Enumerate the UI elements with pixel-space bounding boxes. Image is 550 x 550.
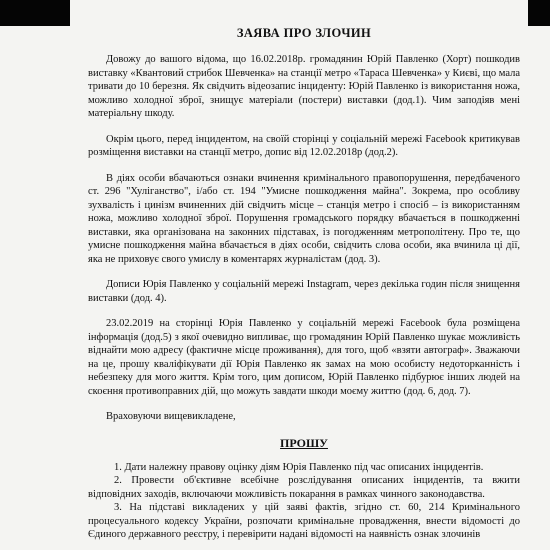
request-item: 3. На підставі викладених у цій заяві фактів, згідно ст. 60, 214 Кримінального процесуального кодексу України, розпочати кримінальне провадження, внести відомості до Єдиного державного реєстру, і перевірити надані відомості на наявність ознак злочинів xyxy=(88,502,520,540)
document-title: ЗАЯВА ПРО ЗЛОЧИН xyxy=(236,26,372,40)
request-item: 2. Провести об'єктивне всебічне розслідування описаних інцидентів, та вжити відповідних заходів, включаючи можливість покарання в рамках чинного законодавства. xyxy=(88,475,520,500)
paragraph-considering: Враховуючи вищевикладене, xyxy=(106,411,236,422)
paragraph-facebook-criticism: Окрім цього, перед інцидентом, на своїй сторінці у соціальній мережі Facebook критикував розміщення виставки на станції метро, допис від 12.02.2018р (дод.2). xyxy=(88,133,520,158)
paragraph-incident: Довожу до вашого відома, що 16.02.2018р. громадянин Юрій Павленко (Хорт) пошкодив виставку «Квантовий стрибок Шевченка» на станції метро «Тараса Шевченка» у Києві, що мала тривати до 10 березня. Як свідчить відеозапис інциденту: Юрій Павленко із використання ножа, можливо холодної зброї, знищує матеріали (постери) виставки (дод.1). Чим заподіяв мені матеріальну шкоду. xyxy=(88,54,520,119)
paragraph-instagram: Дописи Юрія Павленко у соціальній мережі Instagram, через декілька годин після знищення виставки (дод. 4). xyxy=(88,279,520,304)
request-heading: ПРОШУ xyxy=(280,435,328,450)
request-item: 1. Дати належну правову оцінку діям Юрія Павленко під час описаних інцидентів. xyxy=(114,461,484,473)
request-list xyxy=(88,461,520,542)
paragraph-legal-qualification: В діях особи вбачаються ознаки вчинення кримінального правопорушення, передбаченого ст. 296 "Хуліганство", і/або ст. 194 "Умисне пошкодження майна". Зокрема, про особливу зухвалість і цинізм вчиненних дій свідчить місце – станція метро і спосіб – із використанням ножа, можливо холодної зброї. Порушення громадського порядку вбачається в пошкодженні виставки, яка організована на законних підставах, із погодженням метрополітену. Про те, що умисне пошкодження майна вбачається в діях особи, свідчить слова особи, яка вчинила ці дії, яка не приховує свого умислу в коментарях журналістам (дод. 3). xyxy=(88,172,520,265)
paragraph-threat: 23.02.2019 на сторінці Юрія Павленко у соціальній мережі Facebook була розміщена інформація (дод.5) з якої очевидно випливає, що громадянин Юрій Павленко шукає можливість віднайти мою адресу (фактичне місце проживання), для того, щоб «взяти автограф». Зважаючи на це, прошу кваліфікувати дії Юрія Павленко як замах на мою особисту недоторканність і небезпеку для мого життя. Крім того, цим дописом, Юрій Павленко підбурює інших людей на скоєння противоправних дій, що можуть завдати шкоди моєму життю (дод. 6, дод. 7). xyxy=(88,318,520,397)
